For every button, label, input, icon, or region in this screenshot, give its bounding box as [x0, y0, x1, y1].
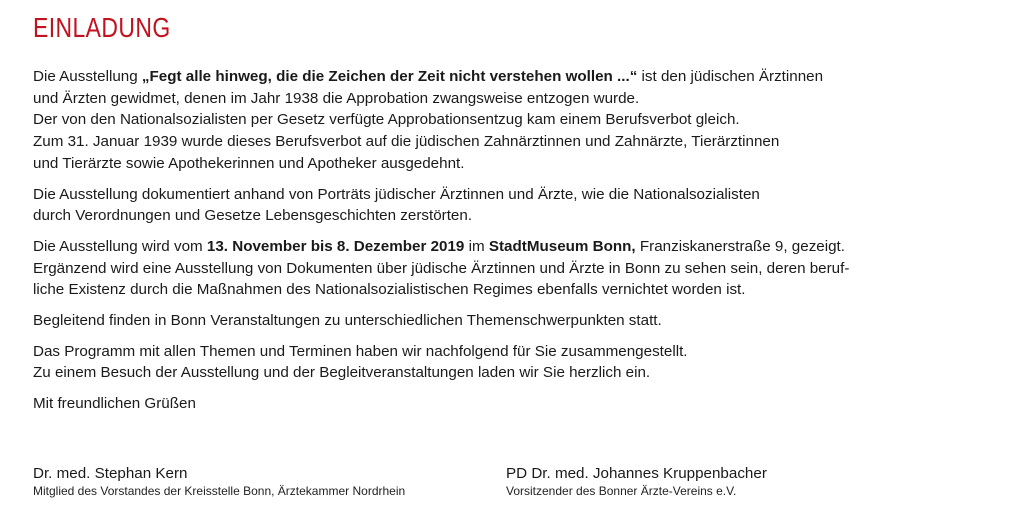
page-title: EINLADUNG: [33, 12, 171, 43]
closing-greeting: Mit freundlichen Grüßen: [33, 395, 196, 413]
paragraph-line: [33, 236, 993, 258]
paragraph-line: und Ärzten gewidmet, denen im Jahr 1938 die Approbation zwangsweise entzogen wurde.: [33, 89, 640, 107]
text-run: ist den jüdischen Ärztinnen: [637, 68, 824, 85]
paragraph-line: Ergänzend wird eine Ausstellung von Dokumenten über jüdische Ärztinnen und Ärzte in Bonn zu sehen sein, deren beruf-: [33, 259, 850, 277]
paragraph-closing: [33, 393, 993, 415]
paragraph-line: Zum 31. Januar 1939 wurde dieses Berufsverbot auf die jüdischen Zahnärztinnen und Zahnärzte, Tierärztinnen: [33, 133, 780, 151]
paragraph-intro: [33, 66, 993, 175]
signature-left: [33, 464, 405, 499]
signatory-name: Dr. med. Stephan Kern: [33, 465, 188, 482]
text-run: im: [464, 237, 489, 255]
signatory-role: Vorsitzender des Bonner Ärzte-Vereins e.V.: [506, 484, 737, 498]
text-run: Die Ausstellung wird vom: [33, 237, 207, 255]
paragraph-line: durch Verordnungen und Gesetze Lebensgeschichten zerstörten.: [33, 207, 473, 225]
invitation-body: [33, 66, 993, 424]
exhibition-venue: StadtMuseum Bonn,: [488, 237, 636, 255]
paragraph-line: und Tierärzte sowie Apothekerinnen und Apotheker ausgedehnt.: [33, 154, 465, 172]
paragraph-program: [33, 341, 993, 384]
paragraph-documentation: [33, 184, 993, 227]
text-run: Franziskanerstraße 9, gezeigt.: [635, 237, 845, 255]
paragraph-line: Zu einem Besuch der Ausstellung und der Begleitveranstaltungen laden wir Sie herzlich ein.: [33, 364, 651, 382]
paragraph-line: liche Existenz durch die Maßnahmen des Nationalsozialistischen Regimes ebenfalls vernichtet worden ist.: [33, 281, 746, 299]
signatory-role: Mitglied des Vorstandes der Kreisstelle Bonn, Ärztekammer Nordrhein: [33, 484, 406, 498]
paragraph-line: Das Programm mit allen Themen und Terminen haben wir nachfolgend für Sie zusammengestellt.: [33, 342, 688, 360]
paragraph-line: [33, 66, 993, 88]
text-run: Die Ausstellung: [33, 68, 142, 85]
paragraph-dates-location: [33, 236, 993, 301]
signatory-name: PD Dr. med. Johannes Kruppenbacher: [506, 465, 767, 482]
paragraph-events: [33, 310, 993, 332]
paragraph-line: Begleitend finden in Bonn Veranstaltungen zu unterschiedlichen Themenschwerpunkten statt.: [33, 312, 662, 330]
signature-right: [506, 464, 767, 499]
exhibition-dates: 13. November bis 8. Dezember 2019: [206, 237, 465, 255]
paragraph-line: Der von den Nationalsozialisten per Gesetz verfügte Approbationsentzug kam einem Berufsverbot gleich.: [33, 111, 740, 129]
exhibition-title: „Fegt alle hinweg, die die Zeichen der Zeit nicht verstehen wollen ...“: [141, 68, 638, 85]
paragraph-line: Die Ausstellung dokumentiert anhand von Porträts jüdischer Ärztinnen und Ärzte, wie die Nationalsozialisten: [33, 185, 760, 203]
